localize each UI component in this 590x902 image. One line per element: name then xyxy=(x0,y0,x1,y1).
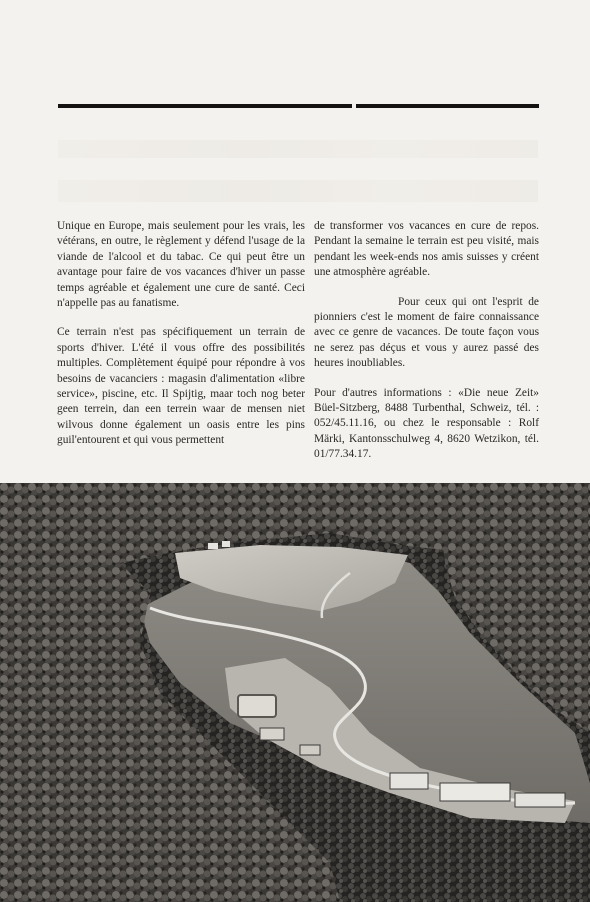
paragraph: Unique en Europe, mais seulement pour les vrais, les vétérans, en outre, le règlement y défend l'usage de la viande de l'alcool et du tabac. Ce qui peut être un avantage pour faire de vos vacances d'hiver un passe temps agréable et également une cure de santé. Ceci n'appelle pas au fanatisme. xyxy=(57,220,305,310)
bleed-through-heading xyxy=(58,48,528,88)
article-column-right xyxy=(314,219,539,477)
bleed-through-band xyxy=(58,140,538,158)
paragraph: de transformer vos vacances en cure de repos. Pendant la semaine le terrain est peu visité, mais pendant les week-ends nos amis suisses y créent une atmosphère agréable. xyxy=(314,220,539,279)
bleed-through-band xyxy=(58,180,538,202)
aerial-photo xyxy=(0,483,590,902)
paragraph: Pour ceux qui ont l'esprit de pionniers c'est le moment de faire connaissance avec ce genre de vacances. De toute façon vous ne serez pas déçus et vous y aurez passé des heures inoubliables. xyxy=(314,295,539,370)
article-column-left xyxy=(57,219,305,463)
header-rule-left xyxy=(58,104,352,108)
paragraph: Pour d'autres informations : «Die neue Zeit» Büel-Sitzberg, 8488 Turbenthal, Schweiz, tél. : 052/45.11.16, ou chez le responsable : Rolf Märki, Kantonsschulweg 4, 8620 Wetzikon, tél. 01/77.34.17. xyxy=(314,386,539,461)
header-rule-right xyxy=(356,104,539,108)
paragraph: Ce terrain n'est pas spécifiquement un terrain de sports d'hiver. L'été il vous offre des possibilités multiples. Complètement équipé pour répondre à vos besoins de vacanciers : magasin d'alimentation «libre service», piscine, etc. Il Spijtig, maar toch nog beter geen terrein, dan een terrein waar de mensen niet wilvous donne également un oasis entre les pins guil'entourent et qui vous permettent xyxy=(57,326,305,447)
